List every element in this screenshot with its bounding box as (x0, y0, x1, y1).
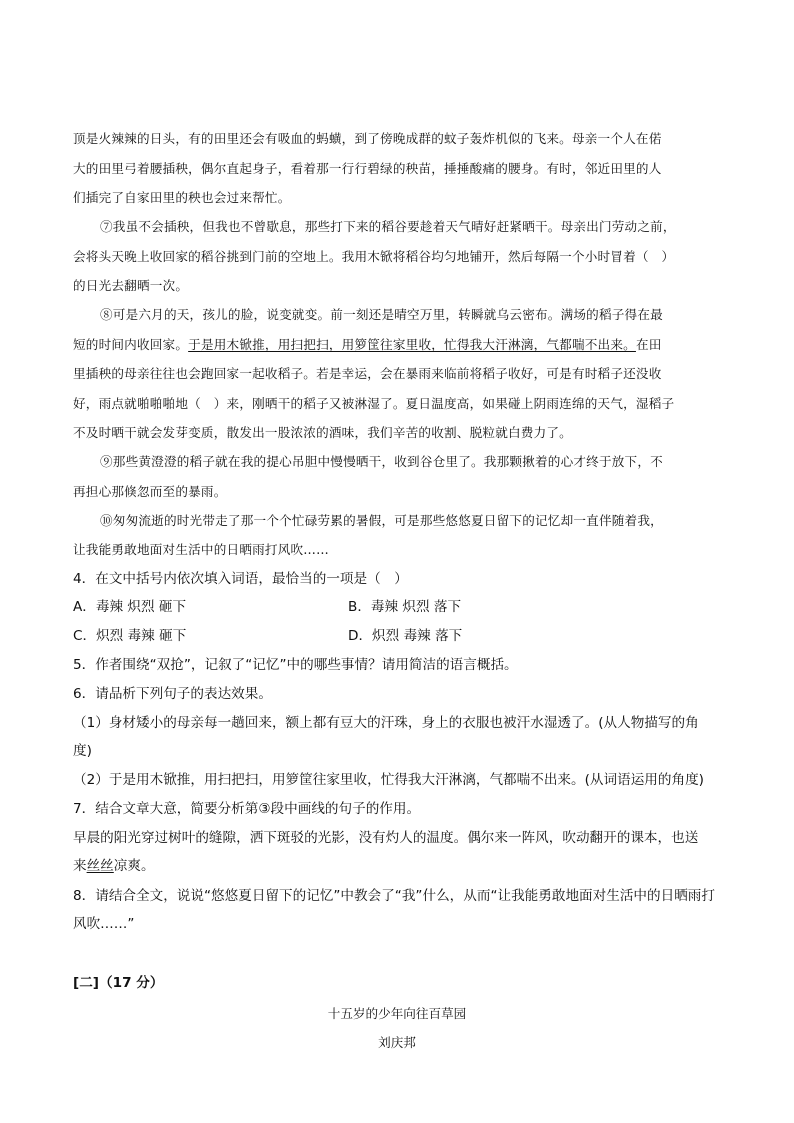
question-4-option-c[interactable]: C．炽烈 毒辣 砸下 (73, 628, 187, 644)
question-7-stem: 7．结合文章大意，简要分析第③段中画线的句子的作用。 (73, 801, 421, 817)
question-4-stem: 4．在文中括号内依次填入词语，最恰当的一项是（ ） (73, 571, 408, 587)
q7-underlined-word: 丝丝 (86, 858, 114, 874)
passage-p8-line2 (73, 337, 733, 353)
question-4-option-b[interactable]: B．毒辣 炽烈 落下 (348, 599, 462, 615)
p8-line2-post: 在田 (635, 337, 662, 352)
question-8-line2: 风吹……” (73, 916, 135, 932)
passage-p9-line1: ⑨那些黄澄澄的稻子就在我的提心吊胆中慢慢晒干，收到谷仓里了。我那颗揪着的心才终于放下，不 (100, 454, 663, 469)
question-6-sentence2: （2）于是用木锨推，用扫把扫，用箩筐往家里收，忙得我大汗淋漓，气都喘不出来。(从词语运用的角度) (73, 772, 704, 788)
p8-underlined-sentence: 于是用木锨推，用扫把扫，用箩筐往家里收，忙得我大汗淋漓，气都喘不出来。 (188, 337, 636, 352)
passage-p8-line4: 好，雨点就啪啪啪地（ ）来，刚晒干的稻子又被淋湿了。夏日温度高，如果碰上阴雨连绵的天气，湿稻子 (73, 396, 675, 411)
passage-p8-line5: 不及时晒干就会发芽变质，散发出一股浓浓的酒味，我们辛苦的收割、脱粒就白费力了。 (73, 425, 572, 440)
p8-line2-pre: 短的时间内收回家。 (73, 337, 189, 352)
passage-p6-line1: 顶是火辣辣的日头，有的田里还会有吸血的蚂蟥，到了傍晚成群的蚊子轰炸机似的飞来。母亲一个人在偌 (73, 131, 662, 146)
question-8-line1: 8．请结合全文，说说“悠悠夏日留下的记忆”中教会了“我”什么，从而“让我能勇敢地面对生活中的日晒雨打 (73, 888, 715, 904)
passage-p7-line1: ⑦我虽不会插秧，但我也不曾歇息，那些打下来的稻谷要趁着天气晴好赶紧晒干。母亲出门劳动之前， (100, 219, 676, 234)
passage-p7-line2: 会将头天晚上收回家的稻谷挑到门前的空地上。我用木锨将稻谷均匀地铺开，然后每隔一个小时冒着（ ） (73, 249, 675, 264)
q7-line2-pre: 来 (73, 858, 87, 874)
passage-p7-line3: 的日光去翻晒一次。 (73, 278, 189, 293)
section-2-heading: [二]（17 分） (73, 975, 164, 991)
passage-p6-line3: 们插完了自家田里的秧也会过来帮忙。 (73, 190, 291, 205)
passage-p10-line1: ⑩匆匆流逝的时光带走了那一个个忙碌劳累的暑假，可是那些悠悠夏日留下的记忆却一直伴随着我， (100, 513, 663, 528)
passage-p9-line2: 再担心那倏忽而至的暴雨。 (73, 484, 227, 499)
question-6-stem: 6．请品析下列句子的表达效果。 (73, 686, 272, 702)
passage-p8-line1: ⑧可是六月的天，孩儿的脸，说变就变。前一刻还是晴空万里，转瞬就乌云密布。满场的稻子得在最 (100, 307, 663, 322)
passage-p6-line2: 大的田里弓着腰插秧，偶尔直起身子，看着那一行行碧绿的秧苗，捶捶酸痛的腰身。有时，邻近田里的人 (73, 161, 662, 176)
question-6-sentence1-line2: 度) (73, 743, 92, 759)
question-4-option-a[interactable]: A．毒辣 炽烈 砸下 (73, 599, 187, 615)
question-6-sentence1-line1: （1）身材矮小的母亲每一趟回来，额上都有豆大的汗珠，身上的衣服也被汗水湿透了。(从人物描写的角 (73, 715, 699, 731)
question-4-option-d[interactable]: D．炽烈 毒辣 落下 (348, 628, 463, 644)
section-2-author: 刘庆邦 (378, 1035, 416, 1050)
question-5: 5．作者围绕“双抢”，记叙了“记忆”中的哪些事情？请用简洁的语言概括。 (73, 657, 518, 673)
q7-line2-post: 凉爽。 (113, 858, 155, 874)
passage-p10-line2: 让我能勇敢地面对生活中的日晒雨打风吹…… (73, 542, 329, 557)
question-7-text-line2 (73, 857, 155, 875)
section-2-article-title: 十五岁的少年向往百草园 (327, 1006, 467, 1021)
passage-p8-line3: 里插秧的母亲往往也会跑回家一起收稻子。若是幸运，会在暴雨来临前将稻子收好，可是有时稻子还没收 (73, 366, 662, 381)
question-7-text-line1: 早晨的阳光穿过树叶的缝隙，洒下斑驳的光影，没有灼人的温度。偶尔来一阵风，吹动翻开的课本，也送 (73, 830, 699, 846)
